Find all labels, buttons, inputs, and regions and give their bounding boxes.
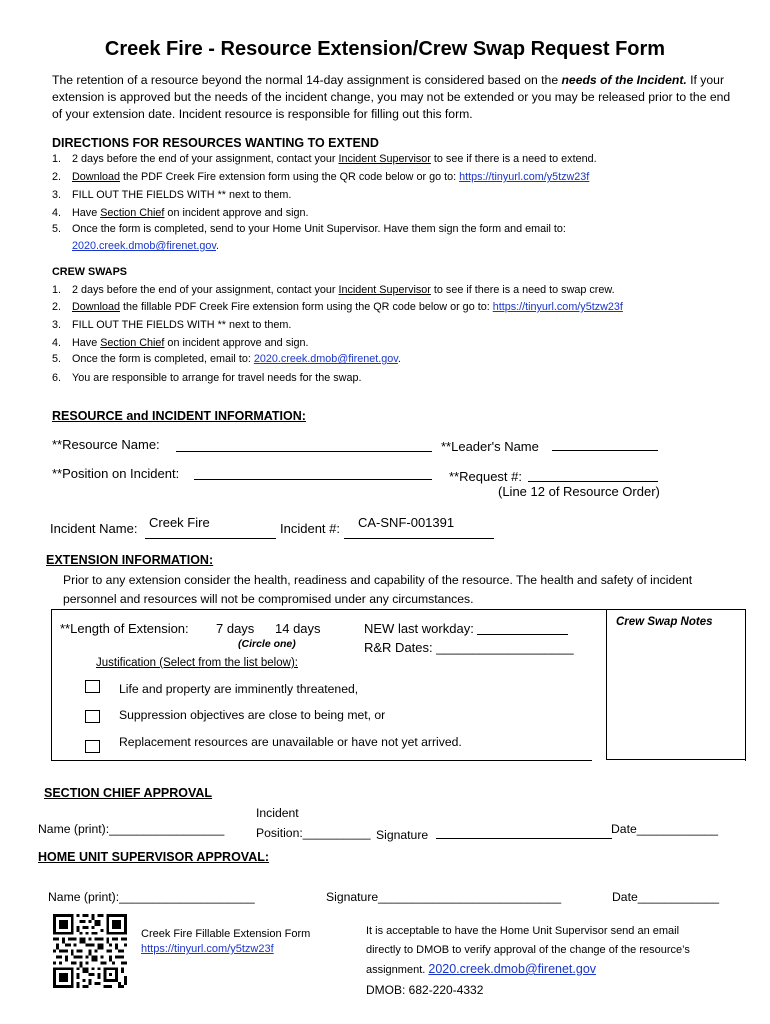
swap-item-6: You are responsible to arrange for travel needs for the swap. bbox=[72, 372, 362, 384]
footer-note-line-3-text: assignment. bbox=[366, 964, 429, 976]
incident-num-value[interactable]: CA-SNF-001391 bbox=[358, 515, 455, 530]
incident-name-value[interactable]: Creek Fire bbox=[149, 515, 210, 530]
incident-num-label: Incident #: bbox=[280, 521, 340, 536]
swap-item-5-text: Once the form is completed, email to: bbox=[72, 353, 254, 365]
chief-name-field[interactable]: Name (print):_________________ bbox=[38, 822, 225, 836]
footer-note-line-3 bbox=[366, 962, 596, 976]
download-ref: Download bbox=[72, 171, 121, 183]
checkbox-replacement[interactable] bbox=[85, 740, 100, 753]
qr-tinyurl-link[interactable]: https://tinyurl.com/y5tzw23f bbox=[141, 943, 274, 955]
extension-heading: EXTENSION INFORMATION: bbox=[46, 553, 214, 567]
swap-num-6: 6. bbox=[52, 372, 62, 384]
notes-box-bottom bbox=[606, 759, 745, 760]
new-last-workday-label: NEW last workday: bbox=[364, 621, 474, 636]
dir-item-1-text: 2 days before the end of your assignment, contact your bbox=[72, 153, 339, 165]
swap-item-2 bbox=[72, 301, 623, 313]
swap-num-4: 4. bbox=[52, 337, 62, 349]
chief-incident-label: Incident bbox=[256, 806, 299, 820]
swap-num-3: 3. bbox=[52, 319, 62, 331]
option-suppression: Suppression objectives are close to being met, or bbox=[119, 708, 386, 722]
dir-item-2-text: the PDF Creek Fire extension form using the QR code below or go to: bbox=[120, 171, 460, 183]
leader-name-field[interactable] bbox=[552, 450, 658, 451]
download-ref: Download bbox=[72, 301, 121, 313]
chief-signature-field[interactable] bbox=[436, 838, 612, 839]
dir-num-1: 1. bbox=[52, 153, 62, 165]
resource-name-label: **Resource Name: bbox=[52, 437, 160, 452]
intro-paragraph bbox=[52, 72, 742, 123]
option-14-days[interactable]: 14 days bbox=[275, 621, 321, 636]
chief-date-field[interactable]: Date____________ bbox=[611, 822, 719, 836]
dmob-phone: DMOB: 682-220-4332 bbox=[366, 983, 484, 997]
crew-swaps-heading: CREW SWAPS bbox=[52, 266, 127, 278]
form-title: Creek Fire - Resource Extension/Crew Swap Request Form bbox=[104, 38, 666, 60]
dir-item-3: FILL OUT THE FIELDS WITH ** next to them. bbox=[72, 189, 292, 201]
swap-item-4-tail: on incident approve and sign. bbox=[164, 337, 309, 349]
dir-item-5-tail: . bbox=[216, 240, 220, 252]
swap-num-1: 1. bbox=[52, 284, 62, 296]
extension-box-bottom bbox=[51, 760, 592, 761]
tinyurl-link[interactable]: https://tinyurl.com/y5tzw23f bbox=[492, 301, 623, 313]
option-replacement: Replacement resources are unavailable or have not yet arrived. bbox=[119, 735, 462, 749]
dir-item-5: Once the form is completed, send to your Home Unit Supervisor. Have them sign the form and email to: bbox=[72, 223, 566, 235]
leader-name-label: **Leader's Name bbox=[441, 439, 539, 454]
swap-item-2-text: the fillable PDF Creek Fire extension form using the QR code below or go to: bbox=[120, 301, 493, 313]
section-chief-ref: Section Chief bbox=[100, 337, 165, 349]
dir-item-1 bbox=[72, 153, 597, 165]
chief-signature-label: Signature bbox=[376, 828, 429, 842]
swap-item-1-text: 2 days before the end of your assignment, contact your bbox=[72, 284, 339, 296]
directions-heading: DIRECTIONS FOR RESOURCES WANTING TO EXTEND bbox=[52, 136, 379, 150]
dir-item-1-tail: to see if there is a need to extend. bbox=[430, 153, 597, 165]
incident-supervisor-ref: Incident Supervisor bbox=[338, 153, 431, 165]
extension-divider bbox=[606, 609, 607, 760]
justification-label: Justification (Select from the list below): bbox=[96, 657, 298, 669]
swap-item-5 bbox=[72, 353, 401, 365]
dir-num-2: 2. bbox=[52, 171, 62, 183]
home-date-field[interactable]: Date____________ bbox=[612, 890, 720, 904]
chief-position-field[interactable]: Position:__________ bbox=[256, 826, 371, 840]
section-chief-ref: Section Chief bbox=[100, 207, 165, 219]
dir-num-3: 3. bbox=[52, 189, 62, 201]
swap-item-5-tail: . bbox=[397, 353, 401, 365]
rr-dates-field[interactable]: R&R Dates: ___________________ bbox=[364, 640, 574, 655]
footer-note-line-2: directly to DMOB to verify approval of the change of the resource’s bbox=[366, 944, 690, 956]
circle-note: (Circle one) bbox=[238, 638, 296, 650]
dir-item-5-email bbox=[72, 240, 219, 252]
dir-item-4-tail: on incident approve and sign. bbox=[164, 207, 309, 219]
section-chief-heading: SECTION CHIEF APPROVAL bbox=[44, 786, 213, 800]
dir-item-4-text: Have bbox=[72, 207, 101, 219]
qr-code-icon[interactable] bbox=[53, 914, 127, 988]
home-unit-heading: HOME UNIT SUPERVISOR APPROVAL: bbox=[38, 850, 270, 864]
request-note: (Line 12 of Resource Order) bbox=[498, 484, 660, 499]
option-7-days[interactable]: 7 days bbox=[216, 621, 255, 636]
swap-item-4 bbox=[72, 337, 309, 349]
tinyurl-link[interactable]: https://tinyurl.com/y5tzw23f bbox=[459, 171, 590, 183]
extension-note: Prior to any extension consider the health, readiness and capability of the resource. The health and safety of incident personnel and resources will not be compromised under any circumstances. bbox=[63, 573, 693, 606]
new-last-workday-field[interactable] bbox=[477, 634, 568, 635]
request-label: **Request #: bbox=[449, 469, 522, 484]
swap-item-4-text: Have bbox=[72, 337, 101, 349]
incident-name-field[interactable] bbox=[145, 538, 276, 539]
footer-note-line-1: It is acceptable to have the Home Unit Supervisor send an email bbox=[366, 925, 680, 937]
swap-item-1-tail: to see if there is a need to swap crew. bbox=[430, 284, 615, 296]
checkbox-suppression[interactable] bbox=[85, 710, 100, 723]
resource-heading: RESOURCE and INCIDENT INFORMATION: bbox=[52, 409, 306, 423]
intro-text-1: The retention of a resource beyond the normal 14-day assignment is considered based on the bbox=[52, 73, 562, 87]
qr-caption: Creek Fire Fillable Extension Form bbox=[141, 928, 311, 940]
home-signature-field[interactable]: Signature___________________________ bbox=[326, 890, 562, 904]
intro-emphasis: needs of the Incident. bbox=[561, 73, 687, 87]
dir-num-4: 4. bbox=[52, 207, 62, 219]
checkbox-life-property[interactable] bbox=[85, 680, 100, 693]
incident-name-label: Incident Name: bbox=[50, 521, 138, 536]
swap-num-2: 2. bbox=[52, 301, 62, 313]
option-life-property: Life and property are imminently threatened, bbox=[119, 682, 359, 696]
request-field[interactable] bbox=[528, 481, 658, 482]
length-label: **Length of Extension: bbox=[60, 621, 189, 636]
swap-item-1 bbox=[72, 284, 615, 296]
resource-name-field[interactable] bbox=[176, 451, 432, 452]
home-name-field[interactable]: Name (print):____________________ bbox=[48, 890, 255, 904]
incident-num-field[interactable] bbox=[344, 538, 494, 539]
swap-num-5: 5. bbox=[52, 353, 62, 365]
swap-item-3: FILL OUT THE FIELDS WITH ** next to them. bbox=[72, 319, 292, 331]
dir-item-2 bbox=[72, 171, 589, 183]
footer-dmob-email-link[interactable]: 2020.creek.dmob@firenet.gov bbox=[428, 962, 597, 976]
dmob-email-link[interactable]: 2020.creek.dmob@firenet.gov bbox=[72, 240, 217, 252]
dmob-email-link[interactable]: 2020.creek.dmob@firenet.gov bbox=[253, 353, 398, 365]
position-field[interactable] bbox=[194, 479, 432, 480]
crew-swap-notes-label: Crew Swap Notes bbox=[616, 616, 713, 628]
intro-text-2: If your extension is approved but the needs of the incident change, you may not be extended or you may be released prior to the end of your extension date. Incident resource is responsible for filling out this form. bbox=[52, 73, 731, 121]
dir-num-5: 5. bbox=[52, 223, 62, 235]
dir-item-4 bbox=[72, 207, 309, 219]
incident-supervisor-ref: Incident Supervisor bbox=[338, 284, 431, 296]
position-label: **Position on Incident: bbox=[52, 466, 180, 481]
